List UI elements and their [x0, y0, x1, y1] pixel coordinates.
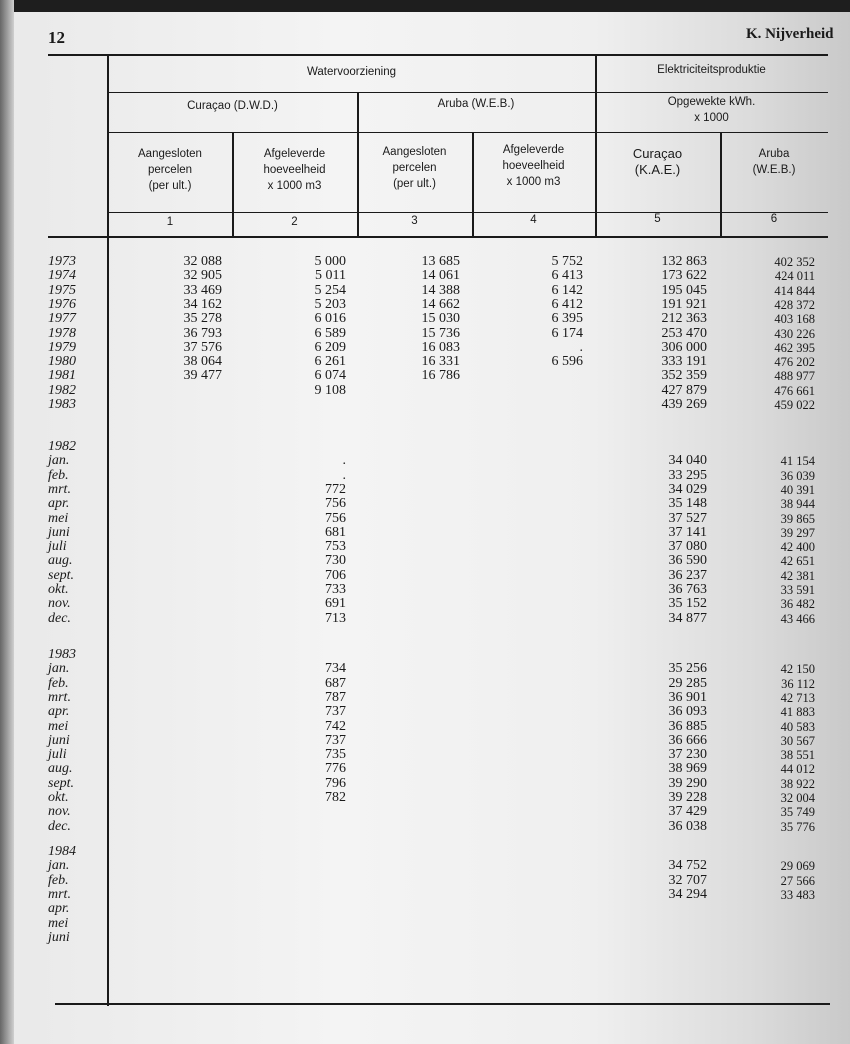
cell-col2: 737 — [325, 732, 346, 748]
row-label: juni — [48, 929, 70, 945]
cell-col2: 5 000 — [314, 254, 346, 269]
cell-col5: 132 863 — [661, 254, 707, 269]
cell-col6: 35 749 — [780, 805, 815, 820]
row-label: 1983 — [48, 397, 76, 412]
row-label: jan. — [48, 858, 70, 874]
cell-col5: 33 295 — [668, 467, 707, 483]
cell-col2: 681 — [325, 524, 346, 540]
cell-col5: 35 148 — [668, 496, 707, 512]
row-label: 1981 — [48, 368, 76, 384]
cell-col6: 36 112 — [781, 676, 815, 691]
header-col4: Afgeleverde hoeveelheid x 1000 m3 — [502, 144, 565, 188]
cell-col5: 37 230 — [668, 747, 707, 763]
cell-col6: 39 297 — [780, 525, 815, 540]
cell-col6: 42 381 — [780, 568, 815, 583]
section-heading: 1984 — [48, 844, 76, 859]
cell-col5: 36 666 — [668, 732, 707, 748]
cell-col2: 9 108 — [314, 382, 346, 398]
cell-col1: 37 576 — [183, 339, 222, 355]
cell-col2: 735 — [325, 747, 346, 763]
cell-col6: 43 466 — [780, 611, 815, 626]
cell-col1: 33 469 — [183, 282, 222, 298]
row-label: 1975 — [48, 282, 76, 298]
table-bottom-rule — [55, 1003, 830, 1005]
chapter-title: K. Nijverheid — [746, 26, 834, 42]
section-heading: 1982 — [48, 439, 76, 454]
cell-col6: 33 591 — [780, 583, 815, 597]
cell-col6: 30 567 — [780, 733, 815, 748]
cell-col4: 6 142 — [551, 282, 583, 298]
row-label: aug. — [48, 553, 73, 569]
table-top-rule — [48, 54, 828, 56]
cell-col5: 35 256 — [668, 661, 707, 677]
cell-col6: 38 944 — [780, 497, 815, 512]
cell-col2: 6 261 — [314, 354, 346, 370]
cell-col3: 14 388 — [421, 282, 460, 298]
cell-col2: . — [342, 467, 346, 483]
cell-col5: 333 191 — [661, 354, 707, 370]
cell-col1: 32 088 — [183, 254, 222, 269]
cell-col2: 5 254 — [314, 282, 346, 298]
cell-col4: 6 596 — [551, 354, 583, 370]
row-label: mrt. — [48, 689, 71, 705]
cell-col6: 459 022 — [774, 398, 815, 412]
header-bottom-rule — [48, 236, 828, 238]
cell-col2: 796 — [325, 775, 346, 791]
header-col2: Afgeleverde hoeveelheid x 1000 m3 — [263, 148, 326, 192]
row-label: mei — [48, 510, 69, 526]
cell-col3: 16 331 — [421, 354, 460, 370]
row-label: mei — [48, 718, 69, 734]
row-label: 1977 — [48, 311, 76, 327]
cell-col5: 352 359 — [661, 368, 707, 384]
row-label: mrt. — [48, 886, 71, 902]
cell-col2: 734 — [325, 661, 346, 677]
row-label: feb. — [48, 872, 69, 888]
row-label: juni — [48, 524, 70, 540]
cell-col3: 16 083 — [421, 339, 460, 355]
row-label: aug. — [48, 761, 73, 777]
cell-col1: 38 064 — [183, 354, 222, 370]
cell-col4: 6 412 — [551, 296, 583, 312]
rule — [108, 92, 828, 93]
header-aruba-web: Aruba (W.E.B.) — [437, 98, 515, 110]
header-col6: Aruba (W.E.B.) — [752, 148, 796, 176]
cell-col6: 42 400 — [780, 540, 815, 555]
cell-col5: 191 921 — [661, 296, 707, 312]
cell-col2: 6 074 — [314, 368, 346, 384]
cell-col1: 39 477 — [183, 368, 222, 384]
row-label: 1974 — [48, 268, 76, 284]
cell-col6: 428 372 — [774, 297, 815, 312]
cell-col6: 476 202 — [774, 355, 815, 370]
cell-col6: 38 551 — [780, 748, 815, 763]
cell-col6: 488 977 — [774, 369, 815, 384]
header-water: Watervoorziening — [306, 66, 397, 78]
column-number-1: 1 — [166, 216, 174, 228]
cell-col5: 34 877 — [668, 610, 707, 626]
cell-col6: 402 352 — [774, 255, 815, 269]
cell-col5: 36 763 — [668, 582, 707, 597]
row-label: nov. — [48, 596, 71, 612]
cell-col5: 36 885 — [668, 718, 707, 734]
cell-col6: 38 922 — [780, 776, 815, 791]
cell-col6: 32 004 — [780, 791, 815, 805]
cell-col5: 37 141 — [668, 524, 707, 540]
cell-col5: 36 038 — [668, 818, 707, 834]
cell-col2: 6 589 — [314, 325, 346, 341]
cell-col5: 29 285 — [668, 675, 707, 691]
cell-col2: 687 — [325, 675, 346, 691]
column-number-3: 3 — [411, 215, 418, 227]
cell-col5: 37 429 — [668, 804, 707, 820]
cell-col5: 427 879 — [661, 382, 707, 398]
cell-col5: 173 622 — [661, 268, 707, 284]
cell-col1: 34 162 — [183, 296, 222, 312]
header-col1: Aangesloten percelen (per ult.) — [138, 148, 202, 192]
cell-col3: 15 030 — [421, 311, 460, 327]
label-column-rule — [107, 56, 109, 1006]
cell-col5: 36 093 — [668, 704, 707, 720]
cell-col5: 38 969 — [668, 761, 707, 777]
cell-col3: 15 736 — [421, 325, 460, 341]
cell-col2: 691 — [325, 596, 346, 612]
row-label: apr. — [48, 496, 70, 512]
header-electricity: Elektriciteitsproduktie — [657, 64, 766, 76]
cell-col2: 756 — [325, 510, 346, 526]
cell-col6: 36 039 — [780, 468, 815, 483]
cell-col3: 16 786 — [421, 368, 460, 384]
section-heading: 1983 — [48, 647, 76, 662]
row-label: 1979 — [48, 339, 76, 355]
cell-col6: 430 226 — [774, 326, 815, 341]
row-label: sept. — [48, 567, 75, 583]
cell-col6: 33 483 — [780, 887, 815, 902]
cell-col1: 32 905 — [183, 268, 222, 284]
row-label: juli — [48, 539, 67, 555]
cell-col6: 41 883 — [780, 705, 815, 720]
cell-col5: 34 294 — [668, 886, 707, 902]
cell-col5: 37 080 — [668, 539, 707, 555]
header-col3: Aangesloten percelen (per ult.) — [382, 146, 447, 190]
cell-col6: 27 566 — [780, 873, 815, 888]
cell-col2: 756 — [325, 496, 346, 512]
cell-col6: 36 482 — [780, 597, 815, 612]
rule — [595, 54, 597, 236]
row-label: apr. — [48, 704, 70, 720]
cell-col2: 6 016 — [314, 311, 346, 327]
row-label: okt. — [48, 790, 69, 805]
cell-col4: 6 174 — [551, 325, 583, 341]
row-label: nov. — [48, 804, 71, 820]
row-label: feb. — [48, 467, 69, 483]
cell-col1: 36 793 — [183, 325, 222, 341]
header-kwh: Opgewekte kWh. x 1000 — [667, 96, 756, 124]
cell-col1: 35 278 — [183, 311, 222, 327]
cell-col5: 253 470 — [661, 325, 707, 341]
cell-col6: 476 661 — [774, 383, 815, 398]
row-label: juli — [48, 747, 67, 763]
column-number-6: 6 — [770, 213, 778, 225]
cell-col4: 6 395 — [551, 311, 583, 327]
cell-col5: 195 045 — [661, 282, 707, 298]
cell-col5: 36 901 — [668, 689, 707, 705]
cell-col2: 713 — [325, 610, 346, 626]
row-label: 1976 — [48, 296, 76, 312]
cell-col2: 772 — [325, 481, 346, 497]
cell-col4: 5 752 — [551, 254, 583, 269]
row-label: mrt. — [48, 481, 71, 497]
cell-col2: 776 — [325, 761, 346, 777]
cell-col5: 439 269 — [661, 397, 707, 412]
column-number-5: 5 — [654, 213, 661, 225]
cell-col6: 40 391 — [780, 482, 815, 497]
cell-col5: 37 527 — [668, 510, 707, 526]
cell-col6: 403 168 — [774, 312, 815, 327]
cell-col6: 462 395 — [774, 340, 815, 355]
row-label: okt. — [48, 582, 69, 597]
row-label: 1973 — [48, 254, 76, 269]
row-label: jan. — [48, 661, 70, 677]
cell-col6: 42 713 — [780, 690, 815, 705]
row-label: sept. — [48, 775, 75, 791]
cell-col3: 14 061 — [421, 268, 460, 284]
cell-col6: 39 865 — [780, 511, 815, 526]
scan-border — [0, 0, 850, 12]
cell-col3: 14 662 — [421, 296, 460, 312]
cell-col5: 34 752 — [668, 858, 707, 874]
cell-col4: . — [579, 339, 583, 355]
cell-col5: 39 290 — [668, 775, 707, 791]
row-label: 1978 — [48, 325, 76, 341]
cell-col6: 35 776 — [780, 819, 815, 834]
cell-col6: 424 011 — [774, 269, 815, 284]
cell-col2: 730 — [325, 553, 346, 569]
cell-col2: 742 — [325, 718, 346, 734]
cell-col5: 32 707 — [668, 872, 707, 888]
cell-col5: 36 237 — [668, 567, 707, 583]
cell-col5: 39 228 — [668, 790, 707, 805]
header-curacao-dwd: Curaçao (D.W.D.) — [187, 100, 278, 112]
row-label: jan. — [48, 453, 70, 469]
book-spine-edge — [0, 0, 14, 1044]
cell-col6: 42 150 — [780, 662, 815, 677]
row-label: juni — [48, 732, 70, 748]
cell-col2: 733 — [325, 582, 346, 597]
row-label: 1980 — [48, 354, 76, 370]
cell-col5: 306 000 — [661, 339, 707, 355]
page-number: 12 — [48, 28, 65, 47]
cell-col6: 29 069 — [780, 859, 815, 874]
cell-col2: 5 203 — [314, 296, 346, 312]
cell-col3: 13 685 — [421, 254, 460, 269]
cell-col6: 414 844 — [774, 283, 815, 298]
cell-col2: 782 — [325, 790, 346, 805]
cell-col6: 42 651 — [780, 554, 815, 569]
row-label: 1982 — [48, 382, 76, 398]
row-label: dec. — [48, 818, 71, 834]
cell-col5: 212 363 — [661, 311, 707, 327]
cell-col5: 36 590 — [668, 553, 707, 569]
cell-col2: 737 — [325, 704, 346, 720]
row-label: feb. — [48, 675, 69, 691]
cell-col2: . — [342, 453, 346, 469]
row-label: dec. — [48, 610, 71, 626]
column-number-2: 2 — [291, 216, 298, 228]
header-col5: Curaçao (K.A.E.) — [632, 146, 683, 177]
cell-col2: 753 — [325, 539, 346, 555]
cell-col4: 6 413 — [551, 268, 583, 284]
cell-col2: 5 011 — [315, 268, 346, 284]
cell-col6: 44 012 — [780, 762, 815, 777]
cell-col5: 34 040 — [668, 453, 707, 469]
row-label: apr. — [48, 901, 70, 917]
cell-col6: 41 154 — [780, 454, 815, 469]
column-number-4: 4 — [530, 214, 537, 226]
cell-col2: 6 209 — [314, 339, 346, 355]
cell-col5: 35 152 — [668, 596, 707, 612]
cell-col2: 787 — [325, 689, 346, 705]
row-label: mei — [48, 915, 69, 931]
cell-col2: 706 — [325, 567, 346, 583]
cell-col5: 34 029 — [668, 481, 707, 497]
cell-col6: 40 583 — [780, 719, 815, 734]
